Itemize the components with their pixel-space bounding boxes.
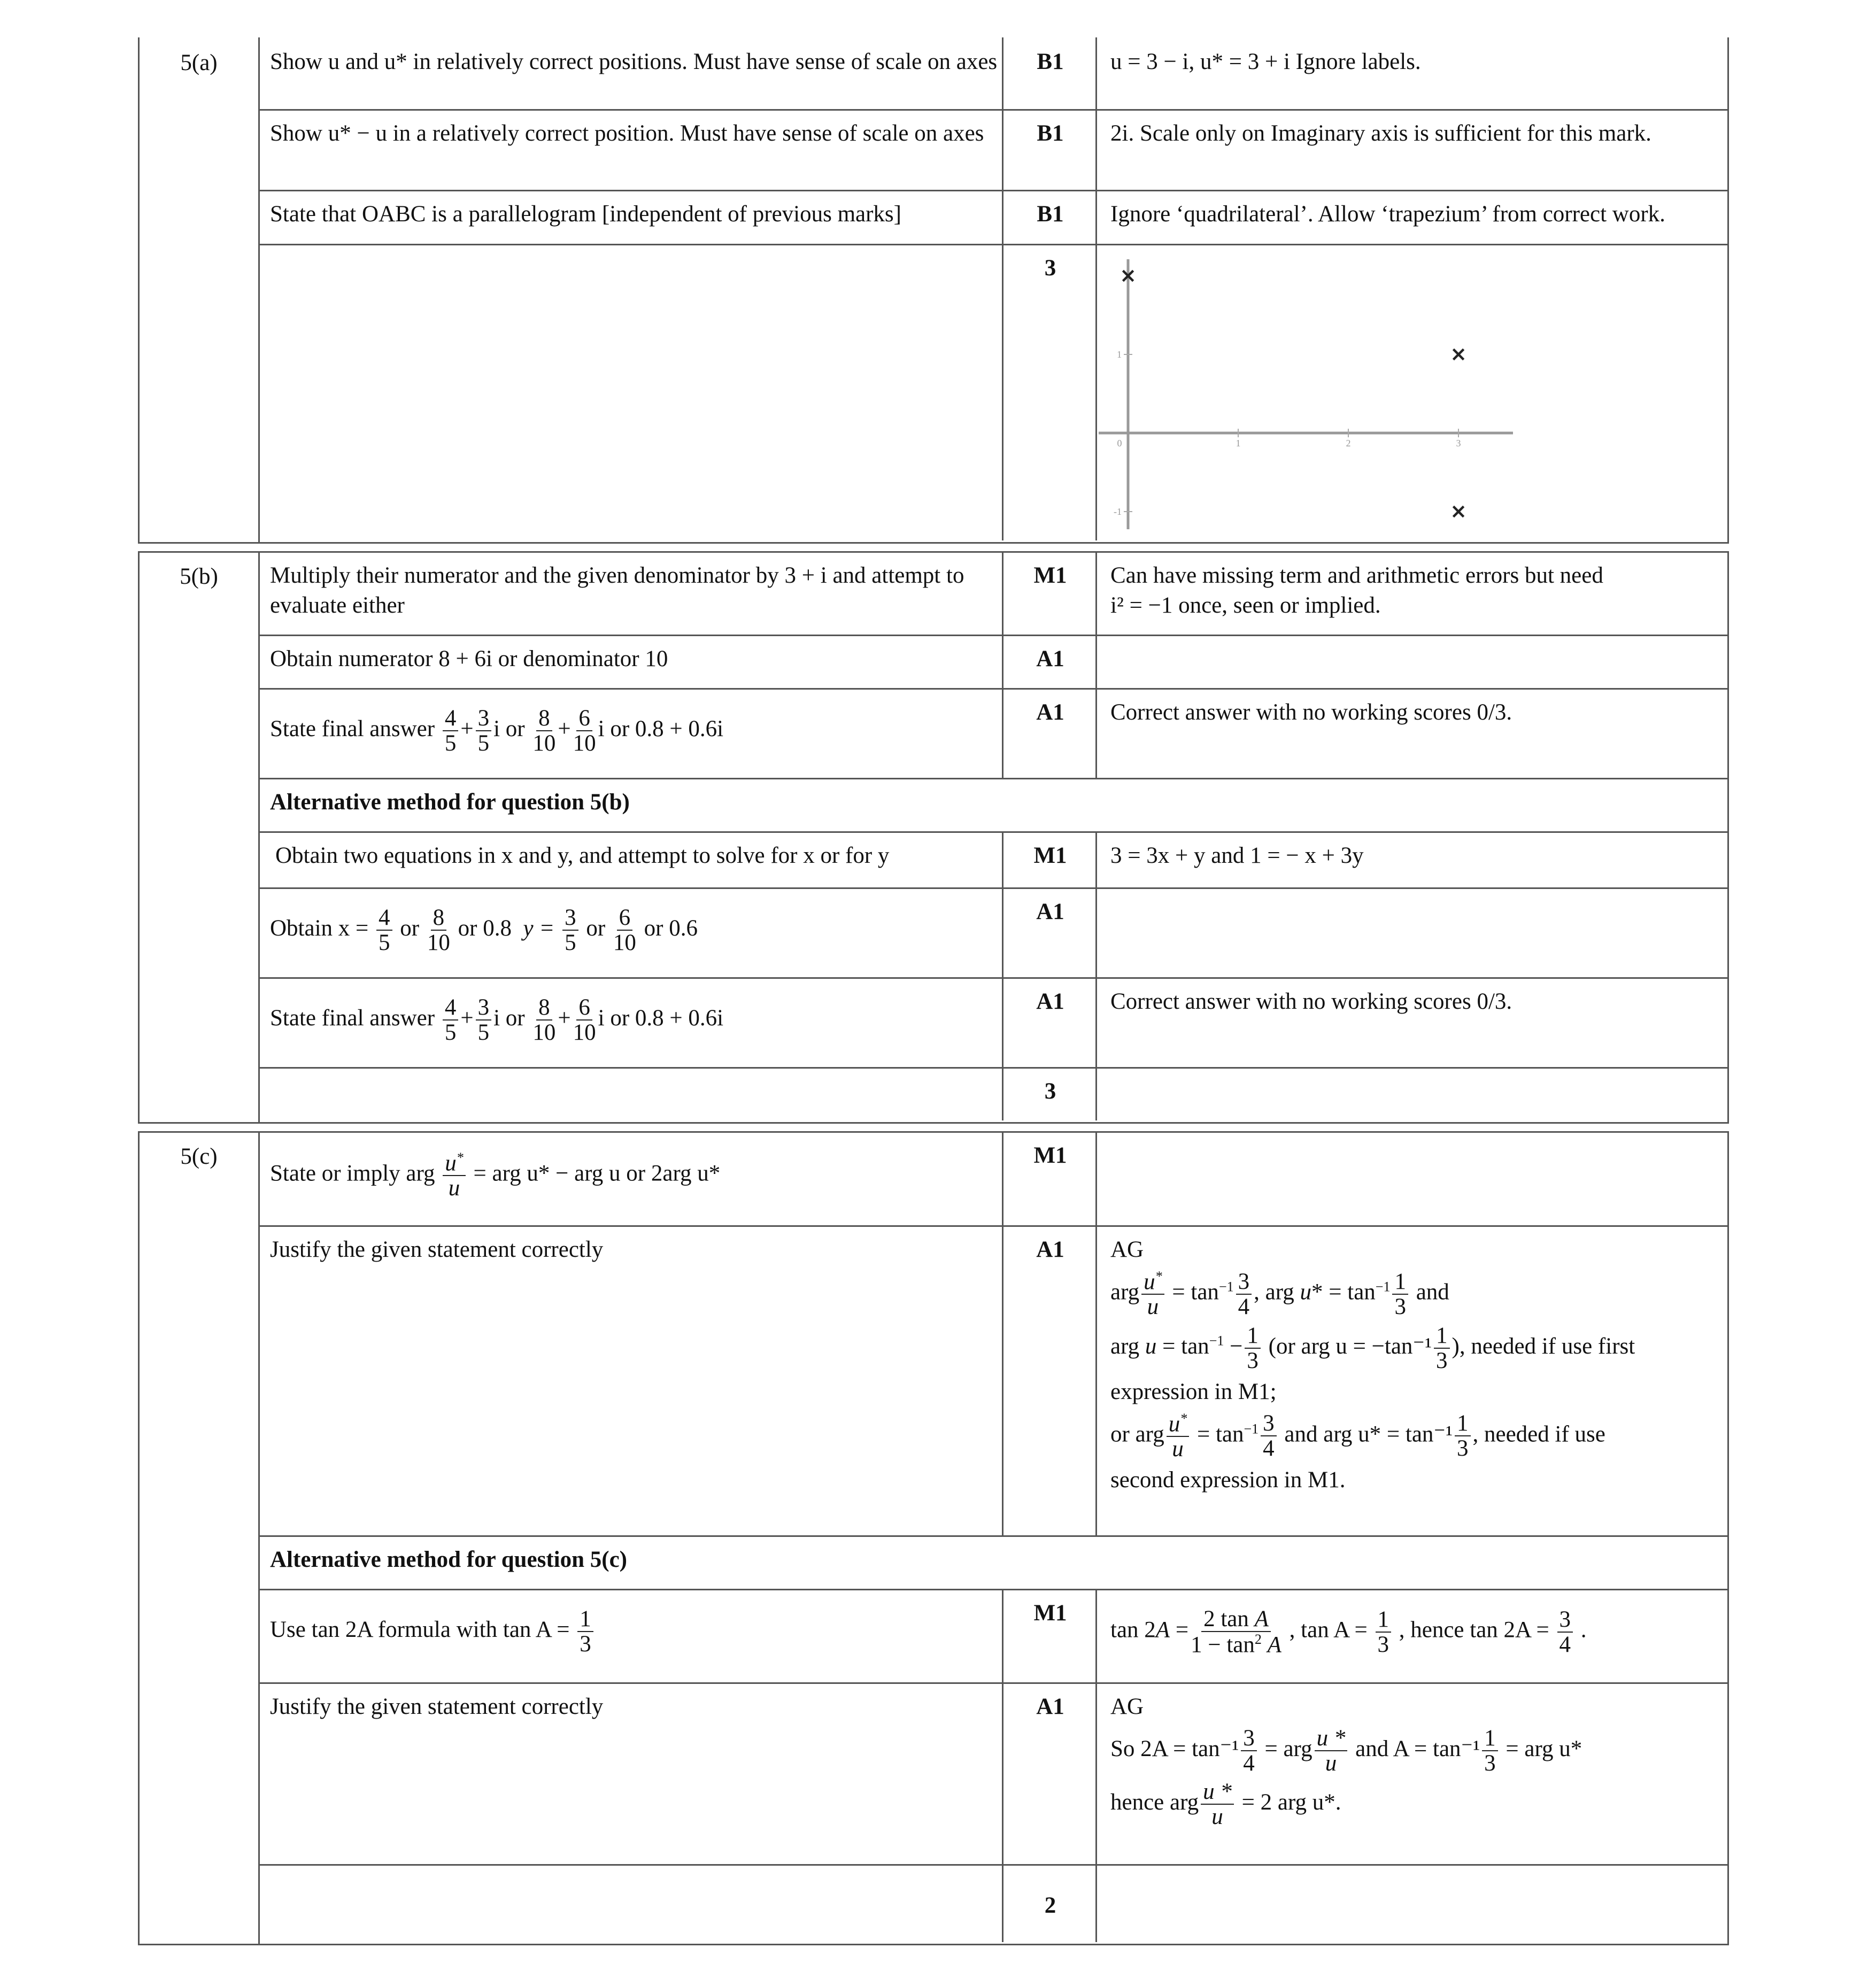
alternative-heading-row — [258, 778, 1727, 833]
guidance-cell: u = 3 − i, u* = 3 + i Ignore labels. — [1110, 49, 1421, 74]
guidance-tail: ), needed if use first — [1452, 1333, 1635, 1359]
fraction: $\frac{8}{10}$ — [532, 995, 556, 1046]
x-tick-label: 1 — [1236, 438, 1241, 449]
guidance-tail: , needed if use — [1472, 1421, 1605, 1447]
table-row — [258, 688, 1727, 779]
point-marker: × — [1120, 264, 1137, 287]
guidance-line: arg $u = \tan^{-1}$ − $\frac{1}{3}$ (or arg u = −tan⁻¹ $\frac{1}{3}$ ), needed if use first — [1110, 1323, 1635, 1373]
table-row — [258, 1225, 1727, 1537]
fraction: $\frac{u^*}{u}$ — [1141, 1269, 1164, 1319]
guidance-cell — [1099, 1682, 1727, 1864]
answer-cell — [258, 1067, 1003, 1120]
x-tick-label: 3 — [1456, 438, 1461, 449]
x-tick-label: 0 — [1117, 438, 1122, 449]
fraction: $\frac{4}{5}$ — [376, 906, 392, 955]
alternative-heading: Alternative method for question 5(c) — [270, 1547, 627, 1572]
table-row — [258, 1589, 1727, 1684]
fraction: $\frac{1}{3}$ — [1482, 1726, 1498, 1775]
answer-cell: State that OABC is a parallelogram [independent of previous marks] — [258, 190, 1003, 244]
fraction: $\frac{4}{5}$ — [443, 706, 459, 755]
section-5b — [138, 551, 1729, 1122]
guidance-line: Can have missing term and arithmetic errors but need — [1110, 563, 1603, 588]
table-row-total — [258, 1864, 1727, 1942]
total-mark: 3 — [1005, 1067, 1097, 1120]
answer-cell: Obtain x = $\frac{4}{5}$ or $\frac{8}{10}$ or 0.8 y = $\frac{3}{5}$ or $\frac{6}{10}$ or 0.6 — [258, 887, 1003, 977]
mark-cell: M1 — [1005, 1589, 1097, 1682]
fraction: $\frac{8}{10}$ — [532, 706, 556, 756]
guidance-cell — [1099, 1067, 1727, 1120]
fraction: $\frac{\text{2 tan A}}{1 - \tan^2 A}$ — [1191, 1606, 1281, 1658]
fraction: $\frac{3}{4}$ — [1241, 1726, 1257, 1775]
answer-cell — [258, 551, 1003, 635]
guidance-prefix: hence arg — [1110, 1790, 1199, 1815]
table-row — [258, 977, 1727, 1069]
total-mark: 3 — [1005, 244, 1097, 540]
table-row — [258, 635, 1727, 690]
answer-prefix: State final answer — [270, 716, 435, 742]
mark-cell: A1 — [1005, 1225, 1097, 1535]
guidance-line: i² = −1 once, seen or implied. — [1110, 592, 1381, 618]
argand-diagram — [1096, 257, 1524, 535]
fraction: $\frac{u *}{u}$ — [1201, 1780, 1234, 1829]
guidance-cell — [1099, 635, 1727, 688]
answer-cell: Justify the given statement correctly — [258, 1225, 1003, 1535]
answer-cell: Show u* − u in a relatively correct position. Must have sense of scale on axes — [258, 109, 1003, 190]
table-row — [258, 551, 1727, 636]
guidance-tail: and — [1416, 1279, 1449, 1305]
ag-label: AG — [1110, 1237, 1144, 1262]
answer-cell — [258, 1131, 1003, 1225]
fraction: $\frac{3}{5}$ — [476, 995, 492, 1045]
answer-tail: or 0.6 — [644, 916, 698, 941]
answer-cell: State final answer $\frac{4}{5}$ + $\frac{3}{5}$ i or $\frac{8}{10}$ + $\frac{6}{10}$ i or 0.8 + 0.6i — [258, 977, 1003, 1067]
guidance-cell: Correct answer with no working scores 0/3. — [1110, 989, 1512, 1014]
answer-prefix: Use tan 2A formula with tan A = — [270, 1617, 570, 1643]
answer-tail: or 0.8 + 0.6i — [610, 716, 724, 742]
mark-cell: A1 — [1005, 635, 1097, 688]
table-row — [258, 1131, 1727, 1227]
guidance-mid: (or arg u = −tan⁻¹ — [1268, 1333, 1432, 1359]
mark-cell: A1 — [1005, 977, 1097, 1067]
answer-mid: = arg u* − arg u or 2arg u* — [473, 1161, 721, 1186]
fraction: $\frac{u^*}{u}$ — [443, 1150, 466, 1201]
mark-cell: A1 — [1005, 688, 1097, 778]
mark-cell: M1 — [1005, 831, 1097, 887]
table-row — [258, 887, 1727, 979]
fraction: $\frac{3}{5}$ — [562, 906, 578, 955]
y-tick-label: 1 — [1117, 349, 1122, 360]
guidance-mid: and arg u* = tan⁻¹ — [1284, 1421, 1453, 1447]
answer-cell — [258, 1589, 1003, 1682]
answer-cell — [258, 244, 1003, 540]
fraction: $\frac{1}{3}$ — [1376, 1607, 1392, 1657]
fraction: $\frac{u^*}{u}$ — [1167, 1411, 1190, 1462]
guidance-cell: 3 = 3x + y and 1 = − x + 3y — [1110, 843, 1364, 868]
answer-cell: Obtain two equations in x and y, and attempt to solve for x or for y — [258, 831, 1003, 887]
fraction: $\frac{3}{5}$ — [476, 706, 492, 755]
fraction: $\frac{6}{10}$ — [573, 706, 596, 756]
question-column — [140, 37, 260, 542]
fraction: $\frac{4}{5}$ — [443, 995, 459, 1045]
ag-label: AG — [1110, 1694, 1144, 1719]
question-label: 5(a) — [180, 50, 218, 75]
fraction: $\frac{1}{3}$ — [1245, 1324, 1261, 1373]
x-tick-label: 2 — [1346, 438, 1351, 449]
mark-cell: M1 — [1005, 1131, 1097, 1225]
fraction: $\frac{8}{10}$ — [427, 905, 450, 956]
table-row — [258, 109, 1727, 191]
question-label: 5(c) — [180, 1144, 218, 1169]
guidance-cell: tan 2A = $\frac{\text{2 tan A}}{1 - \tan^2 A}$ , tan A = $\frac{1}{3}$ , hence tan 2A = $\frac{3}{4}$ . — [1110, 1606, 1587, 1658]
table-row — [258, 190, 1727, 245]
fraction: $\frac{3}{4}$ — [1557, 1607, 1573, 1657]
answer-prefix: Obtain x = — [270, 916, 369, 941]
guidance-tail: , hence tan 2A = — [1399, 1617, 1549, 1643]
guidance-line: or arg $\frac{u^*}{u}$ = $\tan^{-1}$ $\frac{3}{4}$ and arg u* = tan⁻¹ $\frac{1}{3}$ , needed if use — [1110, 1410, 1605, 1462]
mark-cell: B1 — [1005, 37, 1097, 109]
guidance-line: expression in M1; — [1110, 1379, 1277, 1404]
guidance-cell: Correct answer with no working scores 0/3. — [1110, 700, 1512, 725]
table-row-total — [258, 1067, 1727, 1120]
answer-text: Multiply their numerator and the given denominator by 3 + i and attempt to evaluate either — [270, 563, 964, 618]
mark-cell: B1 — [1005, 109, 1097, 190]
guidance-cell — [1099, 551, 1727, 635]
guidance-cell — [1099, 1864, 1727, 1942]
answer-cell: Obtain numerator 8 + 6i or denominator 10 — [258, 635, 1003, 688]
fraction: $\frac{1}{3}$ — [1455, 1411, 1471, 1460]
answer-cell: State final answer $\frac{4}{5}$ + $\frac{3}{5}$ i or $\frac{8}{10}$ + $\frac{6}{10}$ i or 0.8 + 0.6i — [258, 688, 1003, 778]
mark-cell: A1 — [1005, 1682, 1097, 1864]
guidance-mid: = arg — [1264, 1736, 1313, 1761]
point-marker: × — [1450, 499, 1467, 523]
mark-cell: B1 — [1005, 190, 1097, 244]
fraction: $\frac{3}{4}$ — [1236, 1270, 1252, 1319]
fraction: $\frac{1}{3}$ — [1434, 1324, 1450, 1373]
answer-cell: Justify the given statement correctly — [258, 1682, 1003, 1864]
section-5c — [138, 1131, 1729, 1945]
y-tick-label: -1 — [1114, 506, 1122, 517]
answer-cell — [258, 1864, 1003, 1942]
guidance-prefix: So 2A = tan⁻¹ — [1110, 1736, 1239, 1761]
guidance-cell: Ignore ‘quadrilateral’. Allow ‘trapezium’ from correct work. — [1110, 202, 1665, 227]
fraction: $\frac{6}{10}$ — [613, 905, 636, 956]
question-column — [140, 551, 260, 1122]
answer-mid: or 0.8 — [458, 916, 512, 941]
guidance-line — [1110, 1726, 1727, 1775]
answer-tail: or 0.8 + 0.6i — [610, 1006, 724, 1031]
fraction: $\frac{1}{3}$ — [577, 1607, 593, 1656]
guidance-cell: 2i. Scale only on Imaginary axis is sufficient for this mark. — [1110, 121, 1651, 146]
question-column — [140, 1131, 260, 1944]
alternative-heading: Alternative method for question 5(b) — [270, 790, 630, 815]
table-row — [258, 37, 1727, 111]
fraction: $\frac{u *}{u}$ — [1315, 1726, 1348, 1775]
fraction: $\frac{1}{3}$ — [1392, 1270, 1408, 1319]
guidance-cell — [1099, 1225, 1727, 1535]
mark-cell: A1 — [1005, 887, 1097, 977]
y-label: y = — [523, 916, 555, 941]
guidance-cell — [1099, 887, 1727, 977]
guidance-cell — [1099, 1131, 1727, 1225]
guidance-prefix: or arg — [1110, 1421, 1164, 1447]
guidance-line — [1110, 1780, 1727, 1829]
guidance-mid2: and A = tan⁻¹ — [1355, 1736, 1480, 1761]
point-marker: × — [1450, 342, 1467, 366]
question-label: 5(b) — [180, 564, 218, 589]
answer-prefix: State final answer — [270, 1006, 435, 1031]
answer-cell: Show u and u* in relatively correct positions. Must have sense of scale on axes — [258, 37, 1003, 109]
guidance-tail: = 2 arg u*. — [1241, 1790, 1341, 1815]
guidance-tail: = arg u* — [1506, 1736, 1582, 1761]
guidance-line: arg $\frac{u^*}{u}$ = $\tan^{-1}$ $\frac{3}{4}$ , arg $u* = \tan^{-1}$ $\frac{1}{3}$ and — [1110, 1268, 1449, 1320]
fraction: $\frac{3}{4}$ — [1261, 1411, 1277, 1460]
alternative-heading-row — [258, 1535, 1727, 1590]
table-row — [258, 831, 1727, 889]
table-row — [258, 1682, 1727, 1866]
total-mark: 2 — [1005, 1864, 1097, 1942]
guidance-line: second expression in M1. — [1110, 1467, 1346, 1493]
guidance-mid: , tan A = — [1289, 1617, 1368, 1643]
answer-prefix: State or imply arg — [270, 1161, 435, 1186]
mark-cell: M1 — [1005, 551, 1097, 635]
fraction: $\frac{6}{10}$ — [573, 995, 596, 1046]
